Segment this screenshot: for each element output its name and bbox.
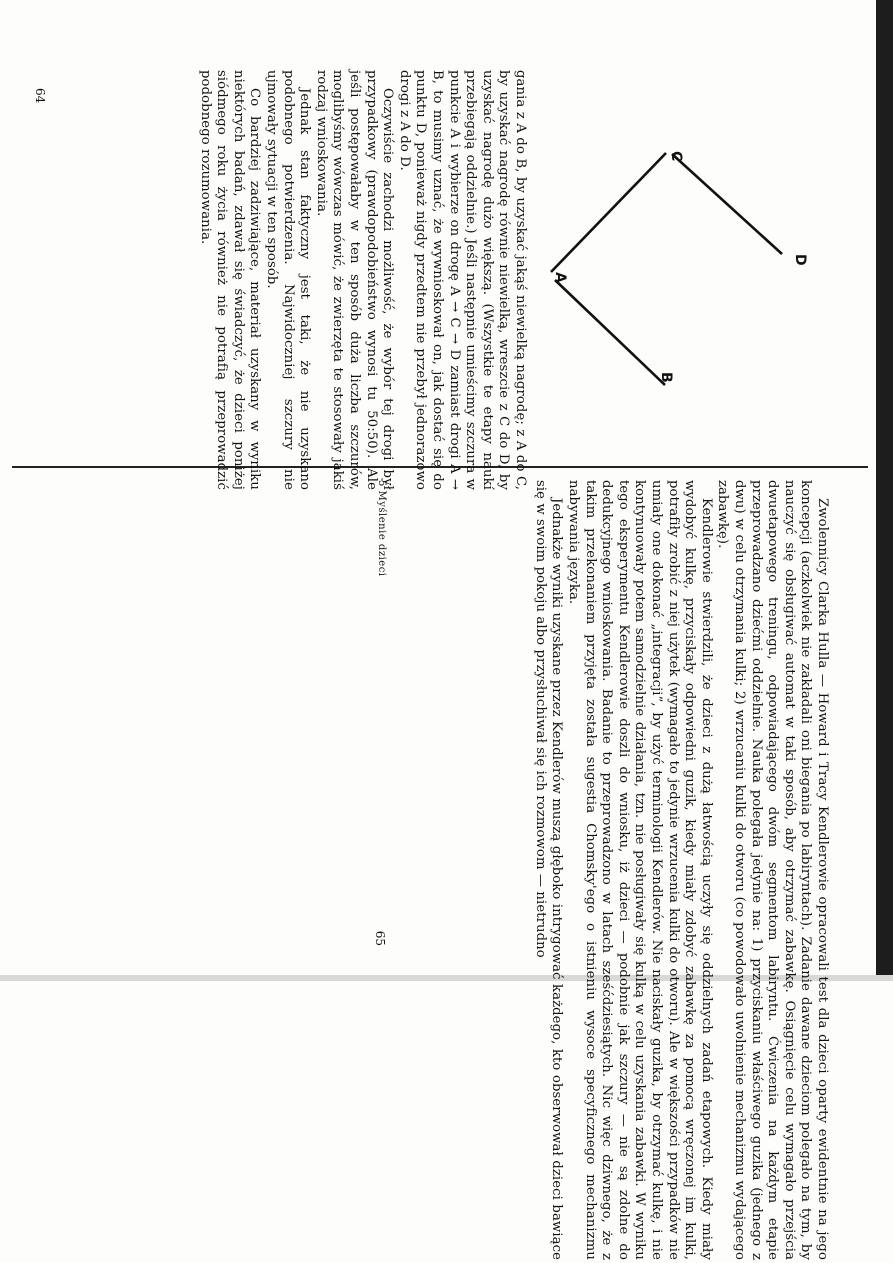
paragraph: Jednak stan faktyczny jest taki, że nie uzyskano podobnego potwierdzenia. Najwidoczniej szczury nie ujmowały sytuacji w ten sposób. bbox=[264, 70, 313, 490]
point-d-label: D bbox=[792, 254, 808, 266]
paragraph: Kendlerowie stwierdzili, że dzieci z dużą łatwością uczyły się oddzielnych zadań etapowych. Kiedy miały wydobyć kulkę, przyciskały odpowiedni guzik, kiedy miały zdobyć zabawkę za pomocą wręczonej im kulki, potrafiły zrobić z niej użytek (wymagało to jedynie wrzucenia kulki do otworu). Ale w większości przypadków nie umiały one dokonać „integracji”, by użyć terminologii Kendlerów. Nie naciskały guzika, by otrzymać kulkę, i nie kontynuowały potem samodzielnie działania, tzn. nie posługiwały się kulką w celu uzyskania zabawki. W wyniku tego eksperymentu Kendlerowie doszli do wniosku, iż dzieci — podobnie jak szczury — nie są zdolne do dedukcyjnego wnioskowania. Badanie to przeprowadzono w latach sześćdziesiątych. Nic więc dziwnego, że z takim przekonaniem przyjęta została sugestia Chomsky'ego o istnieniu wysoce specyficznego mechanizmu nabywania języka. bbox=[566, 480, 714, 1260]
point-a-label: A bbox=[552, 272, 568, 283]
point-c-label: C bbox=[668, 151, 684, 162]
page-number-right: 65 bbox=[373, 930, 387, 946]
right-page bbox=[50, 480, 850, 1260]
page-number-left: 64 bbox=[33, 88, 47, 104]
paragraph: Jednakże wyniki uzyskane przez Kendlerów muszą głęboko intrygować każdego, kto obserwował dzieci bawiące się w swoim pokoju albo przysłuchiwał się ich rozmowom — nietrudno bbox=[532, 480, 565, 1260]
maze-svg bbox=[520, 120, 820, 420]
right-page-text bbox=[531, 480, 830, 1260]
left-page-text bbox=[196, 70, 528, 490]
paragraph: Oczywiście zachodzi możliwość, że wybór tej drogi był przypadkowy (prawdopodobieństwo wynosi tu 50:50). Ale jeśli postępowałaby w ten sposób duża liczba szczurów, moglibyśmy wówczas mówić, że zwierzęta te stosowały jakiś rodzaj wnioskowania. bbox=[313, 70, 396, 490]
scanner-edge bbox=[876, 0, 893, 975]
point-b-label: B bbox=[658, 372, 674, 383]
paragraph: Zwolennicy Clarka Hulla — Howard i Tracy Kendlerowie opracowali test dla dzieci oparty ewidentnie na jego koncepcji (aczkolwiek nie zakładali oni biegania po labiryntach). Zadanie dawane dzieciom polegało na tym, by nauczyć się obsługiwać automat w taki sposób, aby otrzymać zabawkę. Osiągnięcie celu wymagało przejścia dwuetapowego treningu, odpowiadającego dwóm segmentom labiryntu. Ćwiczenia na każdym etapie przeprowadzano dziećmi oddzielnie. Nauka polegała jedynie na: 1) przyciskaniu właściwego guzika (jednego z dwu) w celu otrzymania kulki; 2) wrzucaniu kulki do otworu (co powodowało uwolnienie mechanizmu wydającego zabawkę). bbox=[715, 480, 830, 1260]
chapter-footer: 5 Myślenie dzieci bbox=[376, 480, 387, 577]
paragraph: gania z A do B, by uzyskać jakąś niewielką nagrodę; z A do C, by uzyskać nagrodę równie niewielką, wreszcie z C do D, by uzyskać nagrodę dużo większą. (Wszystkie te etapy naukí przebiegają oddzielnie.) Jeśli następnie umieścimy szczura w punkcie A i wybierze on drogę A → C → D zamiast drogi A → B, to musimy uznać, że wywnioskował on, jak dostać się do punktu D, ponieważ nigdy przedtem nie przebył jednorazowo drogi z A do D. bbox=[396, 70, 528, 490]
paragraph: Co bardziej zadziwiające, materiał uzyskany w wyniku niektórych badań, zdawał się świadczyć, że dzieci poniżej siódmego roku życia również nie potrafią przeprowadzić podobnego rozumowania. bbox=[197, 70, 263, 490]
maze-diagram bbox=[520, 120, 820, 420]
